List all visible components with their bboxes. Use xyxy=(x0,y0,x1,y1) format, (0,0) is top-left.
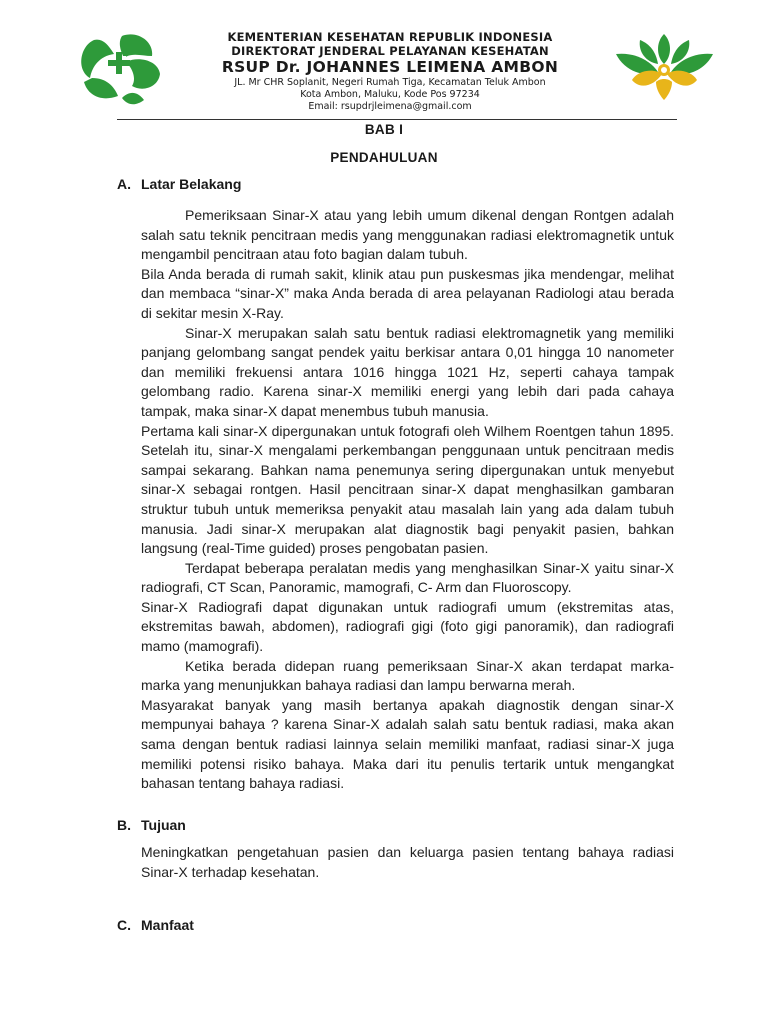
paragraph: Bila Anda berada di rumah sakit, klinik atau pun puskesmas jika mendengar, melihat dan membaca “sinar-X” maka Anda berada di area pelayanan Radiologi atau berada di sekitar mesin X-Ray. xyxy=(141,265,674,321)
hospital-name: RSUP Dr. JOHANNES LEIMENA AMBON xyxy=(221,58,559,76)
section-letter: A. xyxy=(117,176,131,192)
paragraph: Sinar-X Radiografi dapat digunakan untuk radiografi umum (ekstremitas atas, ekstremitas bawah, abdomen), radiografi gigi (foto gigi panoramik), dan radiografi mamo (mamografi). xyxy=(141,598,674,655)
hospital-flower-logo xyxy=(612,30,717,102)
section-title: Manfaat xyxy=(141,917,194,933)
chapter-number: BAB I xyxy=(364,122,404,137)
paragraph: Terdapat beberapa peralatan medis yang menghasilkan Sinar-X yaitu sinar-X radiografi, CT Scan, Panoramic, mamografi, C- Arm dan Fluoroscopy. xyxy=(141,559,674,596)
paragraph: Ketika berada didepan ruang pemeriksaan Sinar-X akan terdapat marka-marka yang menunjukkan bahaya radiasi dan lampu berwarna merah. xyxy=(141,657,674,694)
ministry-of-health-logo xyxy=(72,26,166,106)
paragraph: Meningkatkan pengetahuan pasien dan keluarga pasien tentang bahaya radiasi Sinar-X terhadap kesehatan. xyxy=(141,844,674,880)
section-title: Latar Belakang xyxy=(141,176,242,192)
hospital-address: JL. Mr CHR Soplanit, Negeri Rumah Tiga, Kecamatan Teluk Ambon xyxy=(234,77,546,88)
section-letter: B. xyxy=(117,817,131,833)
paragraph: Sinar-X merupakan salah satu bentuk radiasi elektromagnetik yang memiliki panjang gelombang sangat pendek yaitu berkisar antara 0,01 hingga 10 nanometer dan memiliki frekuensi antara 1016 hingga 1021 Hz, seperti cahaya tampak gelombang radio. Karena sinar-X memiliki energi yang lebih dari pada cahaya tampak, maka sinar-X dapat menembus tubuh manusia. xyxy=(141,324,674,419)
letterhead-divider xyxy=(117,119,677,120)
directorate-name: DIREKTORAT JENDERAL PELAYANAN KESEHATAN xyxy=(231,44,549,58)
section-a-body xyxy=(141,206,674,794)
section-title: Tujuan xyxy=(141,817,186,833)
paragraph: Masyarakat banyak yang masih bertanya apakah diagnostik dengan sinar-X mempunyai bahaya ? karena Sinar-X adalah salah satu bentuk radiasi, maka akan sama dengan bentuk radiasi lainnya selain memiliki manfaat, radiasi sinar-X juga memiliki potensi risiko bahaya. Maka dari itu penulis tertarik untuk mengangkat bahasan tentang bahaya radiasi. xyxy=(141,696,674,792)
hospital-email: Email: rsupdrjleimena@gmail.com xyxy=(308,101,472,112)
hospital-city: Kota Ambon, Maluku, Kode Pos 97234 xyxy=(300,89,480,100)
ministry-name: KEMENTERIAN KESEHATAN REPUBLIK INDONESIA xyxy=(227,30,553,44)
chapter-title: PENDAHULUAN xyxy=(330,150,438,165)
paragraph: Pertama kali sinar-X dipergunakan untuk fotografi oleh Wilhem Roentgen tahun 1895. Setelah itu, sinar-X mengalami perkembangan penggunaan untuk pencitraan medis sampai sekarang. Bahkan nama penemunya sering dipergunakan untuk menyebut sinar-X sebagai rontgen. Hasil pencitraan sinar-X dapat menghasilkan gambaran struktur tubuh untuk memeriksa penyakit atau masalah lain yang ada dalam tubuh manusia. Jadi sinar-X merupakan alat diagnostik bagi penyakit pasien, bahkan langsung (real-Time guided) proses pengobatan pasien. xyxy=(141,422,674,557)
section-heading-b xyxy=(117,817,186,833)
section-letter: C. xyxy=(117,917,131,933)
section-heading-c xyxy=(117,917,194,933)
section-heading-a xyxy=(117,176,241,192)
letterhead xyxy=(0,0,768,120)
paragraph: Pemeriksaan Sinar-X atau yang lebih umum dikenal dengan Rontgen adalah salah satu teknik pencitraan medis yang menggunakan radiasi elektromagnetik untuk mengambil pencitraan atau foto bagian dalam tubuh. xyxy=(141,207,674,263)
section-b-body xyxy=(141,843,674,882)
